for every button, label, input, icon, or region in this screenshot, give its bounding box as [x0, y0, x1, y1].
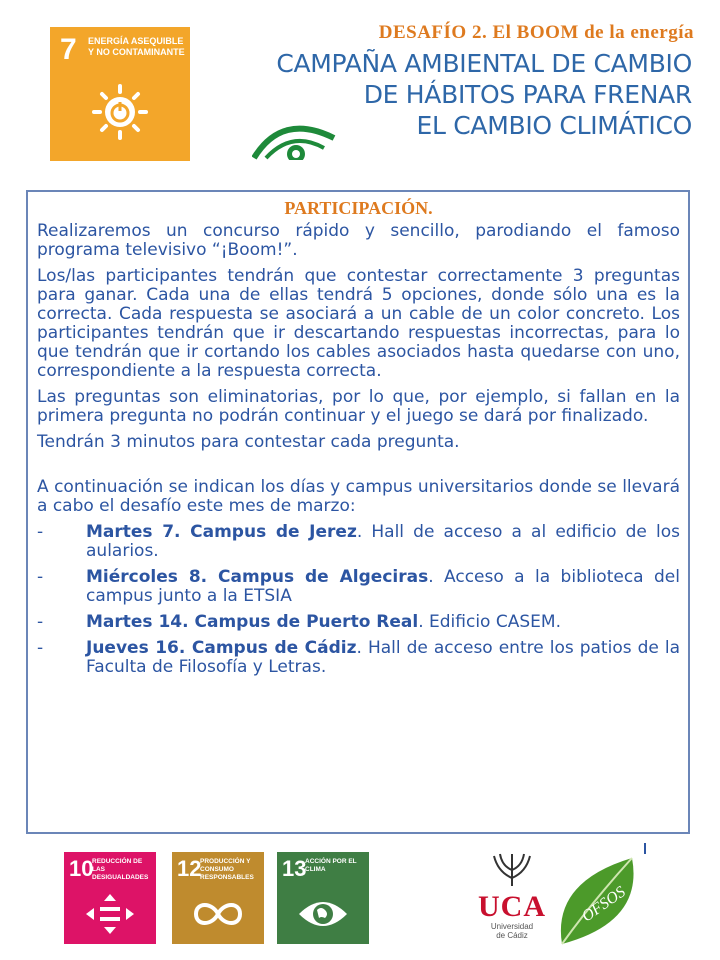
- list-item: [37, 523, 680, 561]
- sdg7-badge: [50, 27, 190, 161]
- sdg13-number: 13: [282, 856, 307, 881]
- decorative-mark: [644, 843, 646, 854]
- eye-logo-icon: [252, 108, 336, 160]
- schedule-where: . Hall de acceso a al edificio de los aularios.: [86, 522, 680, 561]
- list-bullet: -: [37, 522, 44, 542]
- leaf-logo-text: OFSOS: [578, 883, 629, 926]
- sdg10-label: REDUCCIÓN DE LAS DESIGUALDADES: [92, 858, 149, 881]
- campaign-line-2: DE HÁBITOS PARA FRENAR: [363, 80, 692, 109]
- earth-eye-icon: [297, 892, 349, 936]
- sdg13-label: ACCIÓN POR EL CLIMA: [305, 858, 357, 873]
- sdg12-label: PRODUCCIÓN Y CONSUMO RESPONSABLES: [200, 858, 254, 881]
- schedule-when: Martes 14. Campus de Puerto Real: [86, 612, 419, 632]
- schedule-where: . Hall de acceso entre los patios de la Faculta de Filosofía y Letras.: [86, 638, 680, 677]
- challenge-title: DESAFÍO 2. El BOOM de la energía: [378, 22, 694, 43]
- schedule-when: Jueves 16. Campus de Cádiz: [86, 638, 357, 658]
- sdg10-number: 10: [69, 856, 94, 881]
- list-item: [37, 568, 680, 606]
- list-bullet: -: [37, 638, 44, 658]
- paragraph-time: Tendrán 3 minutos para contestar cada pregunta.: [37, 432, 460, 452]
- infinity-icon: [192, 892, 244, 936]
- paragraph-rules: Los/las participantes tendrán que contestar correctamente 3 preguntas para ganar. Cada una de ellas tendrá 5 opciones, donde sólo una es la correcta. Cada respuesta se asociará a un cable de un color concreto. Los participantes tendrán que ir descartando respuestas incorrectas, para lo que tendrán que ir cortando los cables asociados hasta quedarse con uno, correspondiente a la respuesta correcta.: [37, 266, 680, 381]
- schedule-where: . Acceso a la biblioteca del campus junto a la ETSIA: [86, 567, 680, 606]
- list-item: [37, 639, 680, 677]
- campaign-line-1: CAMPAÑA AMBIENTAL DE CAMBIO: [276, 49, 692, 78]
- participation-box: [26, 190, 690, 834]
- paragraph-elimination: Las preguntas son eliminatorias, por lo que, por ejemplo, si fallan en la primera pregunta no podrán continuar y el juego se dará por finalizado.: [37, 387, 680, 426]
- list-item: [37, 613, 680, 632]
- sun-power-icon: [90, 82, 150, 142]
- schedule-when: Martes 7. Campus de Jerez: [86, 522, 357, 542]
- leaf-logo: [552, 852, 644, 952]
- sdg12-badge: [172, 852, 264, 944]
- uca-emblem-icon: [482, 848, 542, 888]
- equality-arrows-icon: [84, 892, 136, 936]
- participation-heading: PARTICIPACIÓN.: [284, 198, 433, 218]
- sdg10-badge: [64, 852, 156, 944]
- schedule-list: [37, 523, 680, 677]
- uca-sub-line-2: de Cádiz: [496, 931, 528, 940]
- sdg7-label: ENERGÍA ASEQUIBLE Y NO CONTAMINANTE: [88, 36, 185, 57]
- paragraph-schedule-intro: A continuación se indican los días y campus universitarios donde se llevará a cabo el desafío este mes de marzo:: [37, 477, 680, 516]
- uca-sub-line-1: Universidad: [490, 922, 534, 931]
- list-bullet: -: [37, 612, 44, 632]
- campaign-line-3: EL CAMBIO CLIMÁTICO: [416, 111, 692, 140]
- schedule-where: . Edificio CASEM.: [418, 612, 561, 632]
- list-bullet: -: [37, 567, 44, 587]
- uca-name: UCA: [478, 890, 546, 923]
- schedule-when: Miércoles 8. Campus de Algeciras: [86, 567, 429, 587]
- paragraph-intro: Realizaremos un concurso rápido y sencillo, parodiando el famoso programa televisivo “¡Boom!”.: [37, 221, 680, 260]
- campaign-title: [276, 48, 692, 141]
- sdg7-number: 7: [60, 33, 77, 66]
- sdg12-number: 12: [177, 856, 202, 881]
- uca-logo: [472, 848, 552, 940]
- sdg13-badge: [277, 852, 369, 944]
